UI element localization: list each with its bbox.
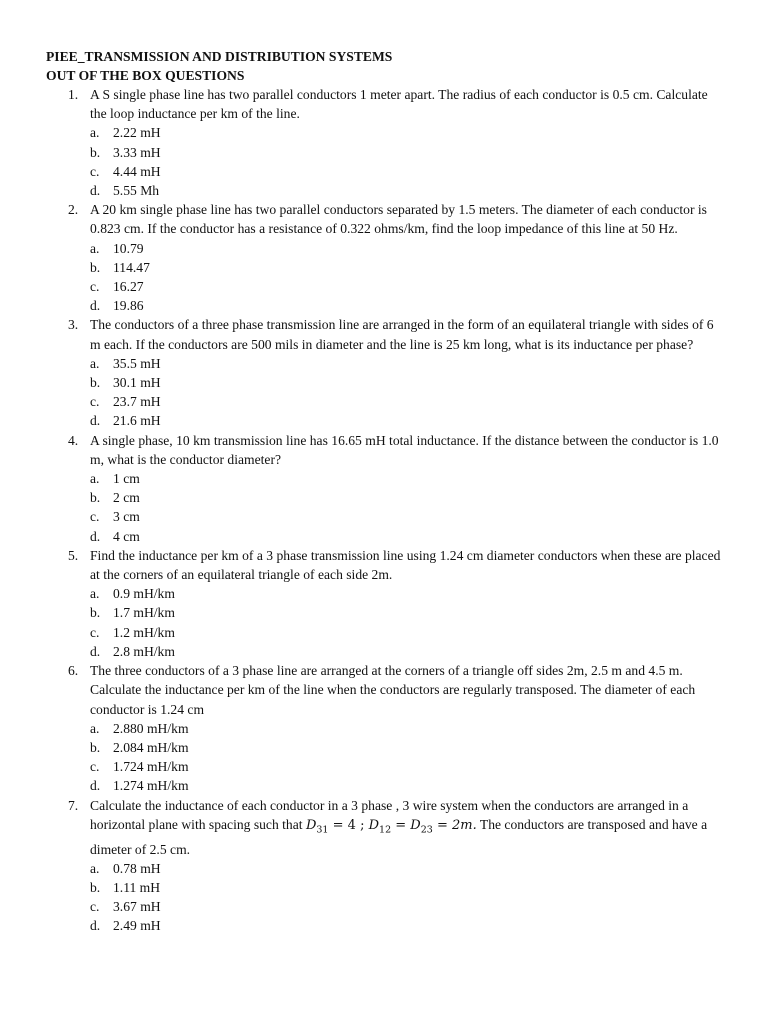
d23-value: 2m. (452, 817, 477, 833)
answer-option (90, 354, 726, 373)
option-text: 114.47 (113, 259, 150, 275)
option-letter: a. (90, 586, 100, 602)
answer-options (90, 354, 726, 431)
answer-options (90, 123, 726, 200)
question-number: 2. (68, 202, 79, 218)
answer-option (90, 392, 726, 411)
answer-option (90, 916, 726, 935)
equals-sign: = (328, 817, 348, 833)
question-list (46, 85, 726, 936)
option-text: 0.78 mH (113, 860, 161, 876)
option-letter: c. (90, 624, 100, 640)
option-text: 1.2 mH/km (113, 624, 175, 640)
question-item (46, 661, 726, 795)
question-number: 7. (68, 797, 79, 813)
option-letter: c. (90, 163, 100, 179)
answer-option (90, 277, 726, 296)
answer-option (90, 859, 726, 878)
question-number: 1. (68, 87, 79, 102)
option-text: 10.79 (113, 240, 144, 256)
option-text: 4 cm (113, 528, 140, 544)
answer-option (90, 603, 726, 622)
question-text: A S single phase line has two parallel conductors 1 meter apart. The radius of each conductor is 0.5 cm. Calculate the loop inductance per km of the line. (90, 87, 708, 122)
option-letter: d. (90, 643, 101, 659)
answer-option (90, 181, 726, 200)
option-text: 2 cm (113, 490, 140, 506)
option-letter: d. (90, 183, 101, 199)
question-number: 4. (68, 432, 79, 448)
question-text: The three conductors of a 3 phase line are arranged at the corners of a triangle off sides 2m, 2.5 m and 4.5 m. Calculate the inductance per km of the line when the conductors are regularly transposed. The diameter of each conductor is 1.24 cm (90, 663, 696, 717)
option-text: 1.7 mH/km (113, 605, 175, 621)
option-letter: b. (90, 739, 101, 755)
option-letter: b. (90, 879, 101, 895)
option-text: 2.22 mH (113, 125, 161, 141)
answer-options (90, 859, 726, 936)
equals-sign: = (432, 817, 452, 833)
question-number: 3. (68, 317, 79, 333)
option-text: 1 cm (113, 471, 140, 487)
question-item (46, 796, 726, 936)
question-item (46, 200, 726, 315)
answer-option (90, 162, 726, 181)
option-letter: a. (90, 471, 100, 487)
option-letter: c. (90, 899, 100, 915)
answer-option (90, 296, 726, 315)
answer-option (90, 878, 726, 897)
answer-option (90, 143, 726, 162)
option-letter: a. (90, 240, 100, 256)
option-letter: d. (90, 918, 101, 934)
question-text: A 20 km single phase line has two parallel conductors separated by 1.5 meters. The diameter of each conductor is 0.823 cm. If the conductor has a resistance of 0.322 ohms/km, find the loop impedance of this line at 50 Hz. (90, 202, 707, 237)
answer-option (90, 897, 726, 916)
option-text: 0.9 mH/km (113, 586, 175, 602)
option-letter: c. (90, 759, 100, 775)
answer-options (90, 719, 726, 796)
answer-option (90, 123, 726, 142)
answer-option (90, 507, 726, 526)
option-letter: c. (90, 394, 100, 410)
option-letter: c. (90, 509, 100, 525)
option-letter: b. (90, 375, 101, 391)
option-letter: b. (90, 144, 101, 160)
d12-subscript: 12 (379, 824, 392, 836)
option-text: 35.5 mH (113, 355, 161, 371)
option-text: 30.1 mH (113, 375, 161, 391)
equals-sign: = (391, 817, 411, 833)
option-text: 3 cm (113, 509, 140, 525)
question-text (90, 796, 726, 859)
option-text: 5.55 Mh (113, 183, 160, 199)
option-letter: b. (90, 259, 101, 275)
option-letter: b. (90, 490, 101, 506)
answer-option (90, 488, 726, 507)
option-text: 2.880 mH/km (113, 720, 189, 736)
answer-options (90, 469, 726, 546)
option-text: 21.6 mH (113, 413, 161, 429)
option-text: 2.8 mH/km (113, 643, 175, 659)
option-text: 1.11 mH (113, 879, 161, 895)
question-item (46, 85, 726, 200)
answer-option (90, 239, 726, 258)
document-subtitle: OUT OF THE BOX QUESTIONS (46, 68, 245, 84)
option-letter: d. (90, 413, 101, 429)
answer-option (90, 719, 726, 738)
separator: ; (360, 817, 365, 833)
question-item (46, 431, 726, 546)
answer-option (90, 411, 726, 430)
answer-option (90, 738, 726, 757)
d31-value: 4 (347, 817, 356, 833)
option-letter: d. (90, 298, 101, 314)
option-letter: a. (90, 860, 100, 876)
question-text: A single phase, 10 km transmission line has 16.65 mH total inductance. If the distance between the conductor is 1.0 m, what is the conductor diameter? (90, 432, 719, 467)
answer-option (90, 776, 726, 795)
option-text: 1.274 mH/km (113, 778, 189, 794)
answer-option (90, 373, 726, 392)
question-item (46, 546, 726, 661)
question-text: The conductors of a three phase transmission line are arranged in the form of an equilateral triangle with sides of 6 m each. If the conductors are 500 mils in diameter and the line is 25 km long, what is its inductance per phase? (90, 317, 714, 352)
option-letter: d. (90, 778, 101, 794)
answer-option (90, 258, 726, 277)
answer-options (90, 239, 726, 316)
spacing-equation: $D_{31} = 4$ ; $D_{12} = D_{23} = 2m$. (305, 817, 477, 836)
option-letter: a. (90, 355, 100, 371)
document-header (46, 47, 726, 85)
document-title: PIEE_TRANSMISSION AND DISTRIBUTION SYSTEMS (46, 49, 393, 64)
answer-option (90, 527, 726, 546)
option-text: 19.86 (113, 298, 144, 314)
option-text: 1.724 mH/km (113, 759, 189, 775)
option-text: 4.44 mH (113, 163, 161, 179)
question-text-before: Calculate the inductance of each conductor in a 3 phase , 3 wire system when the conductors are arranged in a horizontal plane with spacing such that (90, 797, 689, 832)
option-letter: c. (90, 279, 100, 295)
question-item (46, 315, 726, 430)
answer-option (90, 584, 726, 603)
option-text: 3.67 mH (113, 899, 161, 915)
question-text: Find the inductance per km of a 3 phase transmission line using 1.24 cm diameter conductors when these are placed at the corners of an equilateral triangle of each side 2m. (90, 547, 721, 583)
option-text: 3.33 mH (113, 144, 161, 160)
option-letter: a. (90, 720, 100, 736)
answer-option (90, 757, 726, 776)
option-text: 2.49 mH (113, 918, 161, 934)
answer-option (90, 469, 726, 488)
option-letter: d. (90, 528, 101, 544)
option-text: 2.084 mH/km (113, 739, 189, 755)
question-number: 6. (68, 663, 79, 679)
d23-subscript: 23 (420, 824, 433, 836)
answer-option (90, 623, 726, 642)
option-text: 16.27 (113, 279, 144, 295)
answer-option (90, 642, 726, 661)
d31-subscript: 31 (316, 824, 329, 836)
question-text-after: The conductors are transposed and have a dimeter of 2.5 cm. (90, 816, 708, 857)
option-letter: a. (90, 125, 100, 141)
answer-options (90, 584, 726, 661)
question-number: 5. (68, 547, 79, 563)
option-text: 23.7 mH (113, 394, 161, 410)
option-letter: b. (90, 605, 101, 621)
